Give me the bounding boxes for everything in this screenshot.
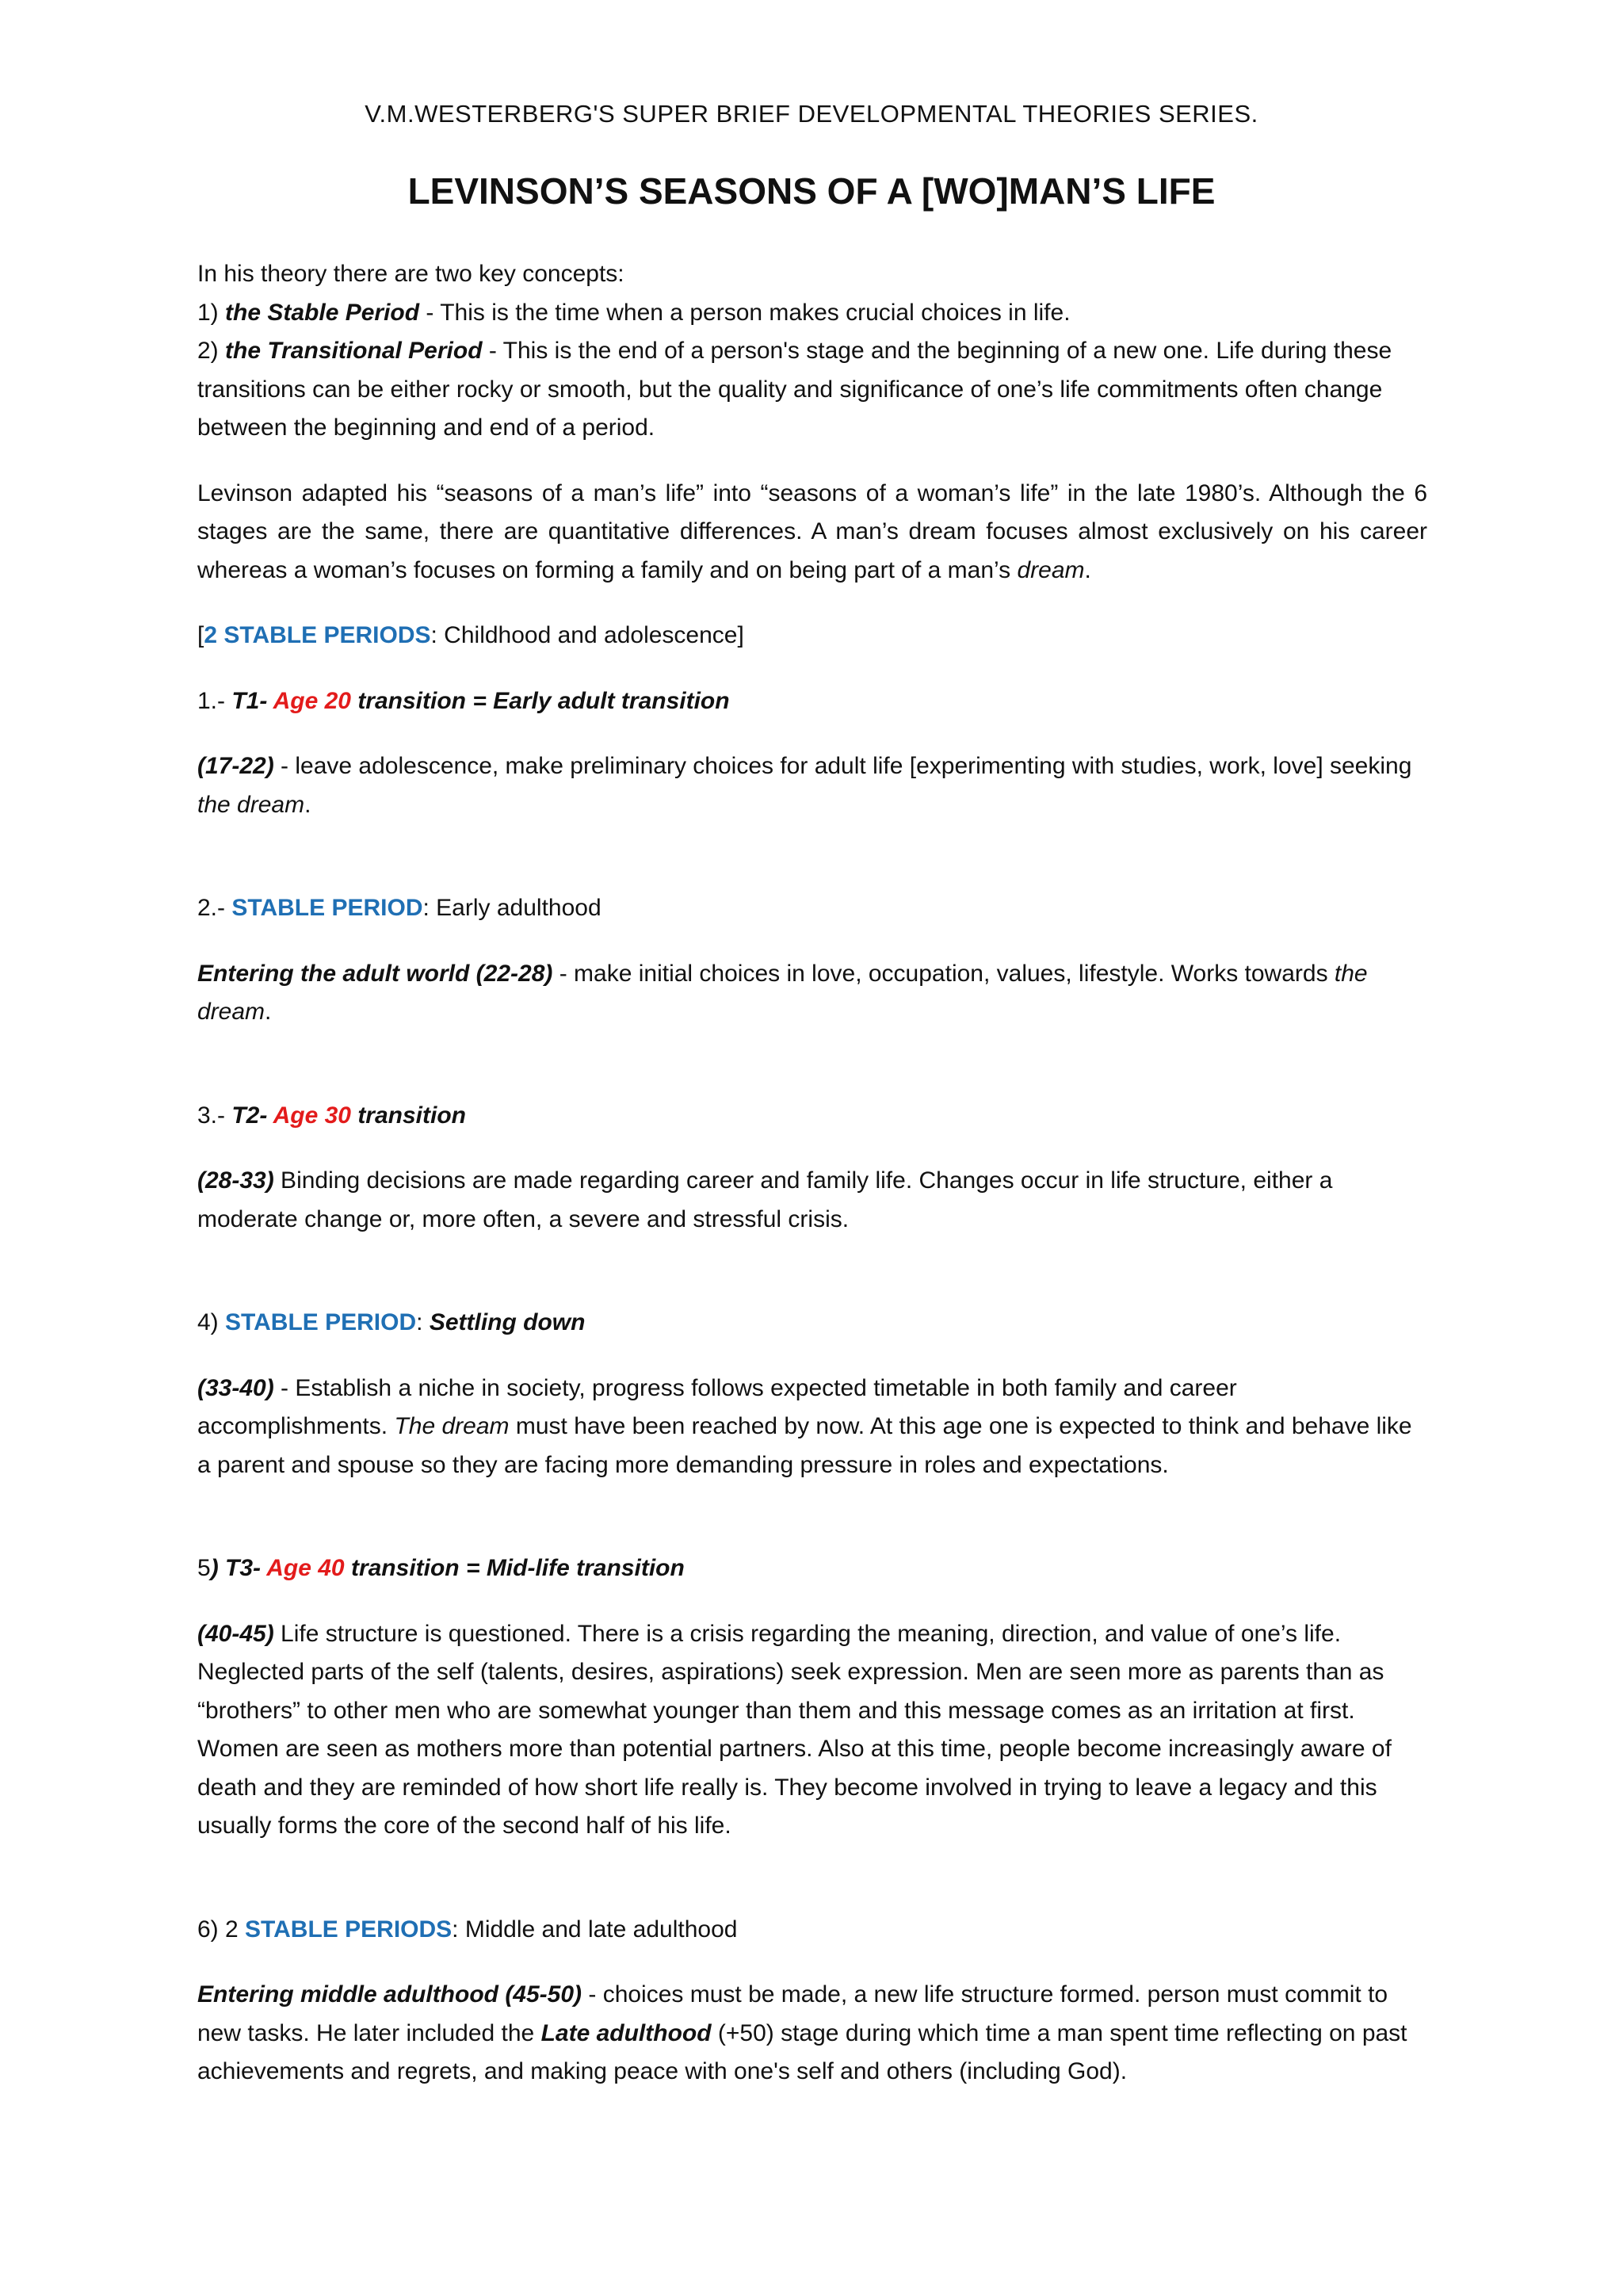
stage-3-t: T2-: [231, 1102, 273, 1129]
adaptation-end: .: [1084, 556, 1091, 583]
stage-3-description: [197, 1162, 1427, 1239]
stage-2-end: .: [265, 999, 272, 1025]
concept-2-term: the Transitional Period: [225, 338, 483, 364]
concept-1-number: 1): [197, 299, 226, 326]
stage-4-separator: :: [416, 1309, 430, 1335]
intro-paragraph: [197, 255, 1427, 448]
stage-4-body-2: must have been reached by now. At this age one is expected to think and behave like a parent and spouse so they are facing more demanding pressure in roles and expectations.: [197, 1413, 1412, 1478]
stage-5-range: (40-45): [197, 1620, 274, 1647]
stage-5-description: [197, 1615, 1427, 1846]
stage-6-description: [197, 1976, 1427, 2092]
stage-6-title: : Middle and late adulthood: [452, 1916, 738, 1943]
stage-4-description: [197, 1370, 1427, 1485]
stage-2-heading: [197, 889, 1427, 928]
stage-6-term-2: Late adulthood: [540, 2019, 712, 2046]
adaptation-text: Levinson adapted his “seasons of a man’s life” into “seasons of a woman’s life” in the late 1980’s. Although the 6 stages are the same, there are quantitative differences. A man’s dream focuses almost exclusively on his career whereas a woman’s focuses on forming a family and on being part of a man’s: [197, 479, 1427, 583]
stage-4-body-1: - Establish a niche in society, progress follows expected timetable in both family and career accomplishments.: [197, 1374, 1237, 1439]
stage-1-t: T1-: [231, 687, 273, 714]
stage-4-title: Settling down: [429, 1309, 586, 1335]
stage-3-title: transition: [350, 1102, 466, 1129]
stage-6-number: 6) 2: [197, 1916, 246, 1943]
stage-5-age: Age 40: [266, 1555, 345, 1581]
concept-2-number: 2): [197, 338, 226, 364]
stable-periods-heading-0: [197, 617, 1427, 655]
stage-1-age: Age 20: [273, 687, 351, 714]
stage-1-body: - leave adolescence, make preliminary choices for adult life [experimenting with studies, work, love] seeking: [273, 753, 1412, 779]
stage-2-description: [197, 955, 1427, 1032]
stage-3-number: 3.-: [197, 1102, 232, 1129]
stage-2-body: - make initial choices in love, occupation, values, lifestyle. Works towards: [552, 960, 1335, 987]
stage-6-label: STABLE PERIODS: [245, 1916, 453, 1943]
adaptation-emphasis: dream: [1017, 556, 1085, 583]
concept-2-text: - This is the end of a person's stage and the beginning of a new one. Life during these transitions can be either rocky or smooth, but the quality and significance of one’s life commitments often change between the beginning and end of a period.: [197, 338, 1392, 441]
stage-1-emphasis: the dream: [197, 791, 305, 818]
stage-4-range: (33-40): [197, 1374, 274, 1401]
stage-2-emphasis: the dream: [197, 960, 1368, 1025]
adaptation-paragraph: [197, 475, 1427, 590]
stage-1-range: (17-22): [197, 753, 274, 779]
stage-1-number: 1.-: [197, 687, 232, 714]
stage-3-age: Age 30: [273, 1102, 351, 1129]
document-body: [197, 255, 1427, 2092]
stage-6-heading: [197, 1911, 1427, 1950]
concept-1-text: - This is the time when a person makes crucial choices in life.: [419, 299, 1071, 326]
stage-1-heading: [197, 682, 1427, 721]
stage-5-t: ) T3-: [210, 1555, 267, 1581]
stage-6-body-1: - choices must be made, a new life structure formed. person must commit to new tasks. He later included the: [197, 1981, 1388, 2046]
stage-2-number: 2.-: [197, 895, 232, 921]
stage-4-label: STABLE PERIOD: [225, 1309, 417, 1335]
stage-3-body: Binding decisions are made regarding career and family life. Changes occur in life structure, either a moderate change or, more often, a severe and stressful crisis.: [197, 1167, 1333, 1232]
stage-5-body: Life structure is questioned. There is a crisis regarding the meaning, direction, and value of one’s life. Neglected parts of the self (talents, desires, aspirations) seek expression. Men are seen more as parents than as “brothers” to other men who are somewhat younger than them and this message comes as an irritation at first. Women are seen as mothers more than potential partners. Also at this time, people become increasingly aware of death and they are reminded of how short life really is. They become involved in trying to leave a legacy and this usually forms the core of the second half of his life.: [197, 1620, 1392, 1839]
stage-5-heading: [197, 1549, 1427, 1588]
bracket-open: [: [197, 622, 204, 648]
stage-1-description: [197, 747, 1427, 824]
stable-period-label: 2 STABLE PERIODS: [204, 622, 431, 648]
stage-4-heading: [197, 1304, 1427, 1343]
stage-4-number: 4): [197, 1309, 226, 1335]
stage-1-end: .: [304, 791, 311, 818]
document-title: LEVINSON’S SEASONS OF A [WO]MAN’S LIFE: [407, 170, 1216, 212]
stage-4-emphasis: The dream: [394, 1413, 510, 1439]
stage-5-number: 5: [197, 1555, 211, 1581]
concept-1-term: the Stable Period: [225, 299, 420, 326]
stage-2-label: STABLE PERIOD: [231, 895, 423, 921]
intro-line: In his theory there are two key concepts:: [197, 261, 624, 287]
stage-2-title: : Early adulthood: [422, 895, 601, 921]
stage-2-term: Entering the adult world (22-28): [197, 960, 553, 987]
stage-6-body-2: (+50) stage during which time a man spent time reflecting on past achievements and regrets, and making peace with one's self and others (including God).: [197, 2019, 1407, 2084]
stage-6-term: Entering middle adulthood (45-50): [197, 1981, 582, 2008]
series-title: V.M.WESTERBERG'S SUPER BRIEF DEVELOPMENTAL THEORIES SERIES.: [365, 100, 1258, 128]
stage-3-heading: [197, 1097, 1427, 1136]
stage-3-range: (28-33): [197, 1167, 274, 1194]
stage-1-title: transition = Early adult transition: [350, 687, 730, 714]
stable-period-text: : Childhood and adolescence]: [430, 622, 744, 648]
stage-5-title: transition = Mid-life transition: [344, 1555, 685, 1581]
